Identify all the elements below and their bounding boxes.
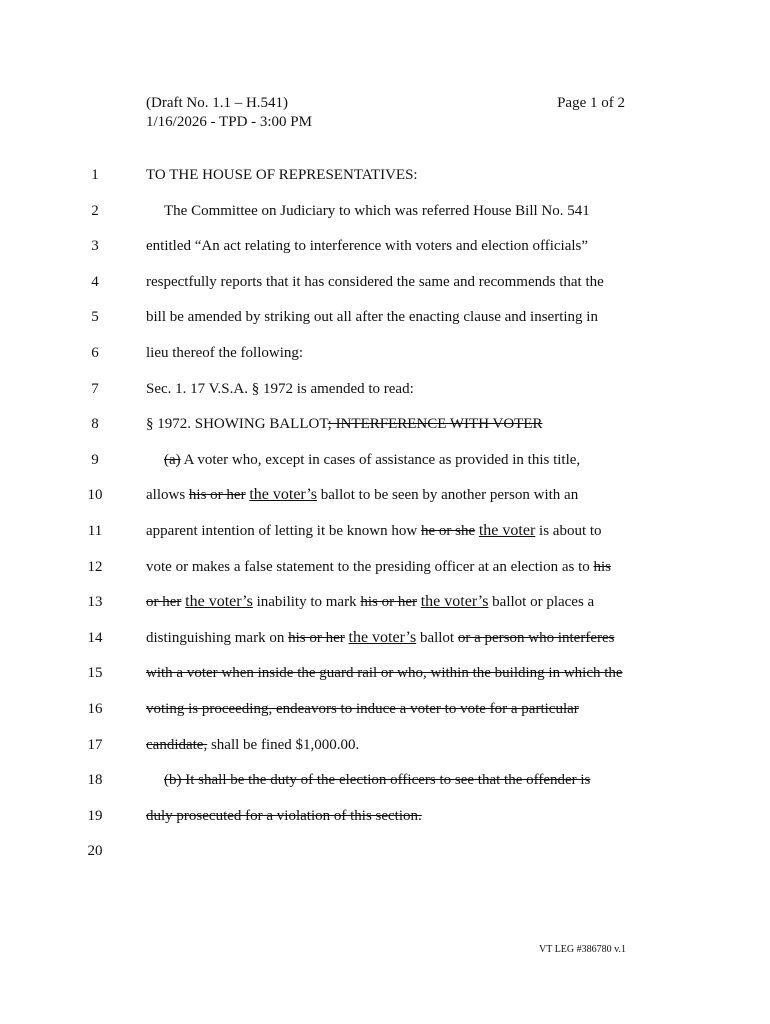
deleted-text: (a) — [164, 452, 181, 468]
deleted-text: with a voter when inside the guard rail or who, within the building in which the — [146, 665, 623, 681]
inserted-text: the voter’s — [420, 593, 489, 610]
bill-line — [146, 806, 422, 826]
line-number: 6 — [91, 345, 99, 361]
inserted-text: the voter — [478, 522, 536, 539]
line-number: 17 — [87, 737, 103, 753]
footer-tag: VT LEG #386780 v.1 — [539, 944, 626, 955]
text-run: inability to mark — [252, 594, 361, 610]
text-run: A voter who, except in cases of assistance as provided in this title, — [180, 452, 581, 468]
text-run: TO THE HOUSE OF REPRESENTATIVES: — [146, 167, 418, 183]
line-number: 20 — [87, 843, 103, 859]
text-run: ballot — [416, 630, 458, 646]
deleted-text: or a person who interferes — [457, 630, 615, 646]
line-number: 1 — [91, 167, 99, 183]
text-run: Sec. 1. 17 V.S.A. § 1972 is amended to read: — [146, 381, 414, 397]
line-number: 7 — [91, 381, 99, 397]
bill-line — [164, 201, 590, 221]
deleted-text: his or her — [288, 630, 345, 646]
deleted-text: voting is proceeding, endeavors to induce a voter to vote for a particular — [146, 701, 579, 717]
bill-line — [146, 699, 579, 719]
line-number: 16 — [87, 701, 103, 717]
inserted-text: the voter’s — [249, 486, 318, 503]
bill-line — [146, 735, 359, 755]
text-run: is about to — [535, 523, 602, 539]
text-run: shall be fined $1,000.00. — [207, 737, 360, 753]
draft-date: 1/16/2026 - TPD - 3:00 PM — [146, 114, 312, 130]
line-number: 14 — [87, 630, 103, 646]
inserted-text: the voter’s — [185, 593, 253, 610]
bill-line — [146, 521, 602, 541]
text-run: entitled “An act relating to interference with voters and election officials” — [146, 238, 589, 254]
line-number: 18 — [87, 772, 103, 788]
line-number: 8 — [91, 416, 99, 432]
line-number: 4 — [91, 274, 99, 290]
bill-line — [146, 307, 598, 327]
bill-line — [146, 379, 414, 399]
deleted-text: or her — [146, 594, 182, 610]
page-number: Page 1 of 2 — [557, 95, 625, 111]
text-run: lieu thereof the following: — [146, 345, 304, 361]
line-number: 19 — [87, 808, 103, 824]
text-run: ballot to be seen by another person with an — [317, 487, 579, 503]
bill-line — [164, 450, 580, 470]
line-number: 3 — [91, 238, 99, 254]
text-run: ballot or places a — [488, 594, 595, 610]
deleted-text: his or her — [360, 594, 417, 610]
line-number: 9 — [91, 452, 99, 468]
line-number: 13 — [87, 594, 103, 610]
text-run: apparent intention of letting it be known how — [146, 523, 421, 539]
bill-line — [146, 592, 594, 612]
line-number: 2 — [91, 203, 99, 219]
bill-line — [146, 343, 303, 363]
text-run: distinguishing mark on — [146, 630, 289, 646]
bill-line — [146, 272, 604, 292]
bill-line — [146, 236, 588, 256]
deleted-text: (b) It shall be the duty of the election officers to see that the offender is — [164, 772, 591, 788]
text-run: respectfully reports that it has considered the same and recommends that the — [146, 274, 604, 290]
deleted-text: his or her — [188, 487, 246, 503]
deleted-text: duly prosecuted for a violation of this section. — [146, 808, 422, 824]
text-run: § 1972. SHOWING BALLOT — [146, 416, 328, 432]
bill-line — [146, 414, 543, 434]
bill-line — [146, 165, 418, 185]
text-run: The Committee on Judiciary to which was referred House Bill No. 541 — [164, 203, 590, 219]
draft-number: (Draft No. 1.1 – H.541) — [146, 95, 289, 111]
line-number: 11 — [87, 523, 103, 539]
inserted-text: the voter’s — [348, 629, 417, 646]
deleted-text: his — [593, 559, 611, 575]
deleted-text: he or she — [420, 523, 476, 539]
line-number: 10 — [87, 487, 103, 503]
bill-line — [146, 663, 623, 683]
deleted-text: candidate, — [146, 737, 208, 753]
deleted-text: ; INTERFERENCE WITH VOTER — [327, 416, 543, 432]
bill-line — [146, 485, 578, 505]
bill-line — [164, 770, 590, 790]
text-run: vote or makes a false statement to the presiding officer at an election as to — [146, 559, 594, 575]
line-number: 15 — [87, 665, 103, 681]
bill-line — [146, 557, 611, 577]
bill-line — [146, 628, 614, 648]
text-run: bill be amended by striking out all after the enacting clause and inserting in — [146, 309, 598, 325]
text-run: allows — [146, 487, 189, 503]
line-number: 5 — [91, 309, 99, 325]
line-number: 12 — [87, 559, 103, 575]
